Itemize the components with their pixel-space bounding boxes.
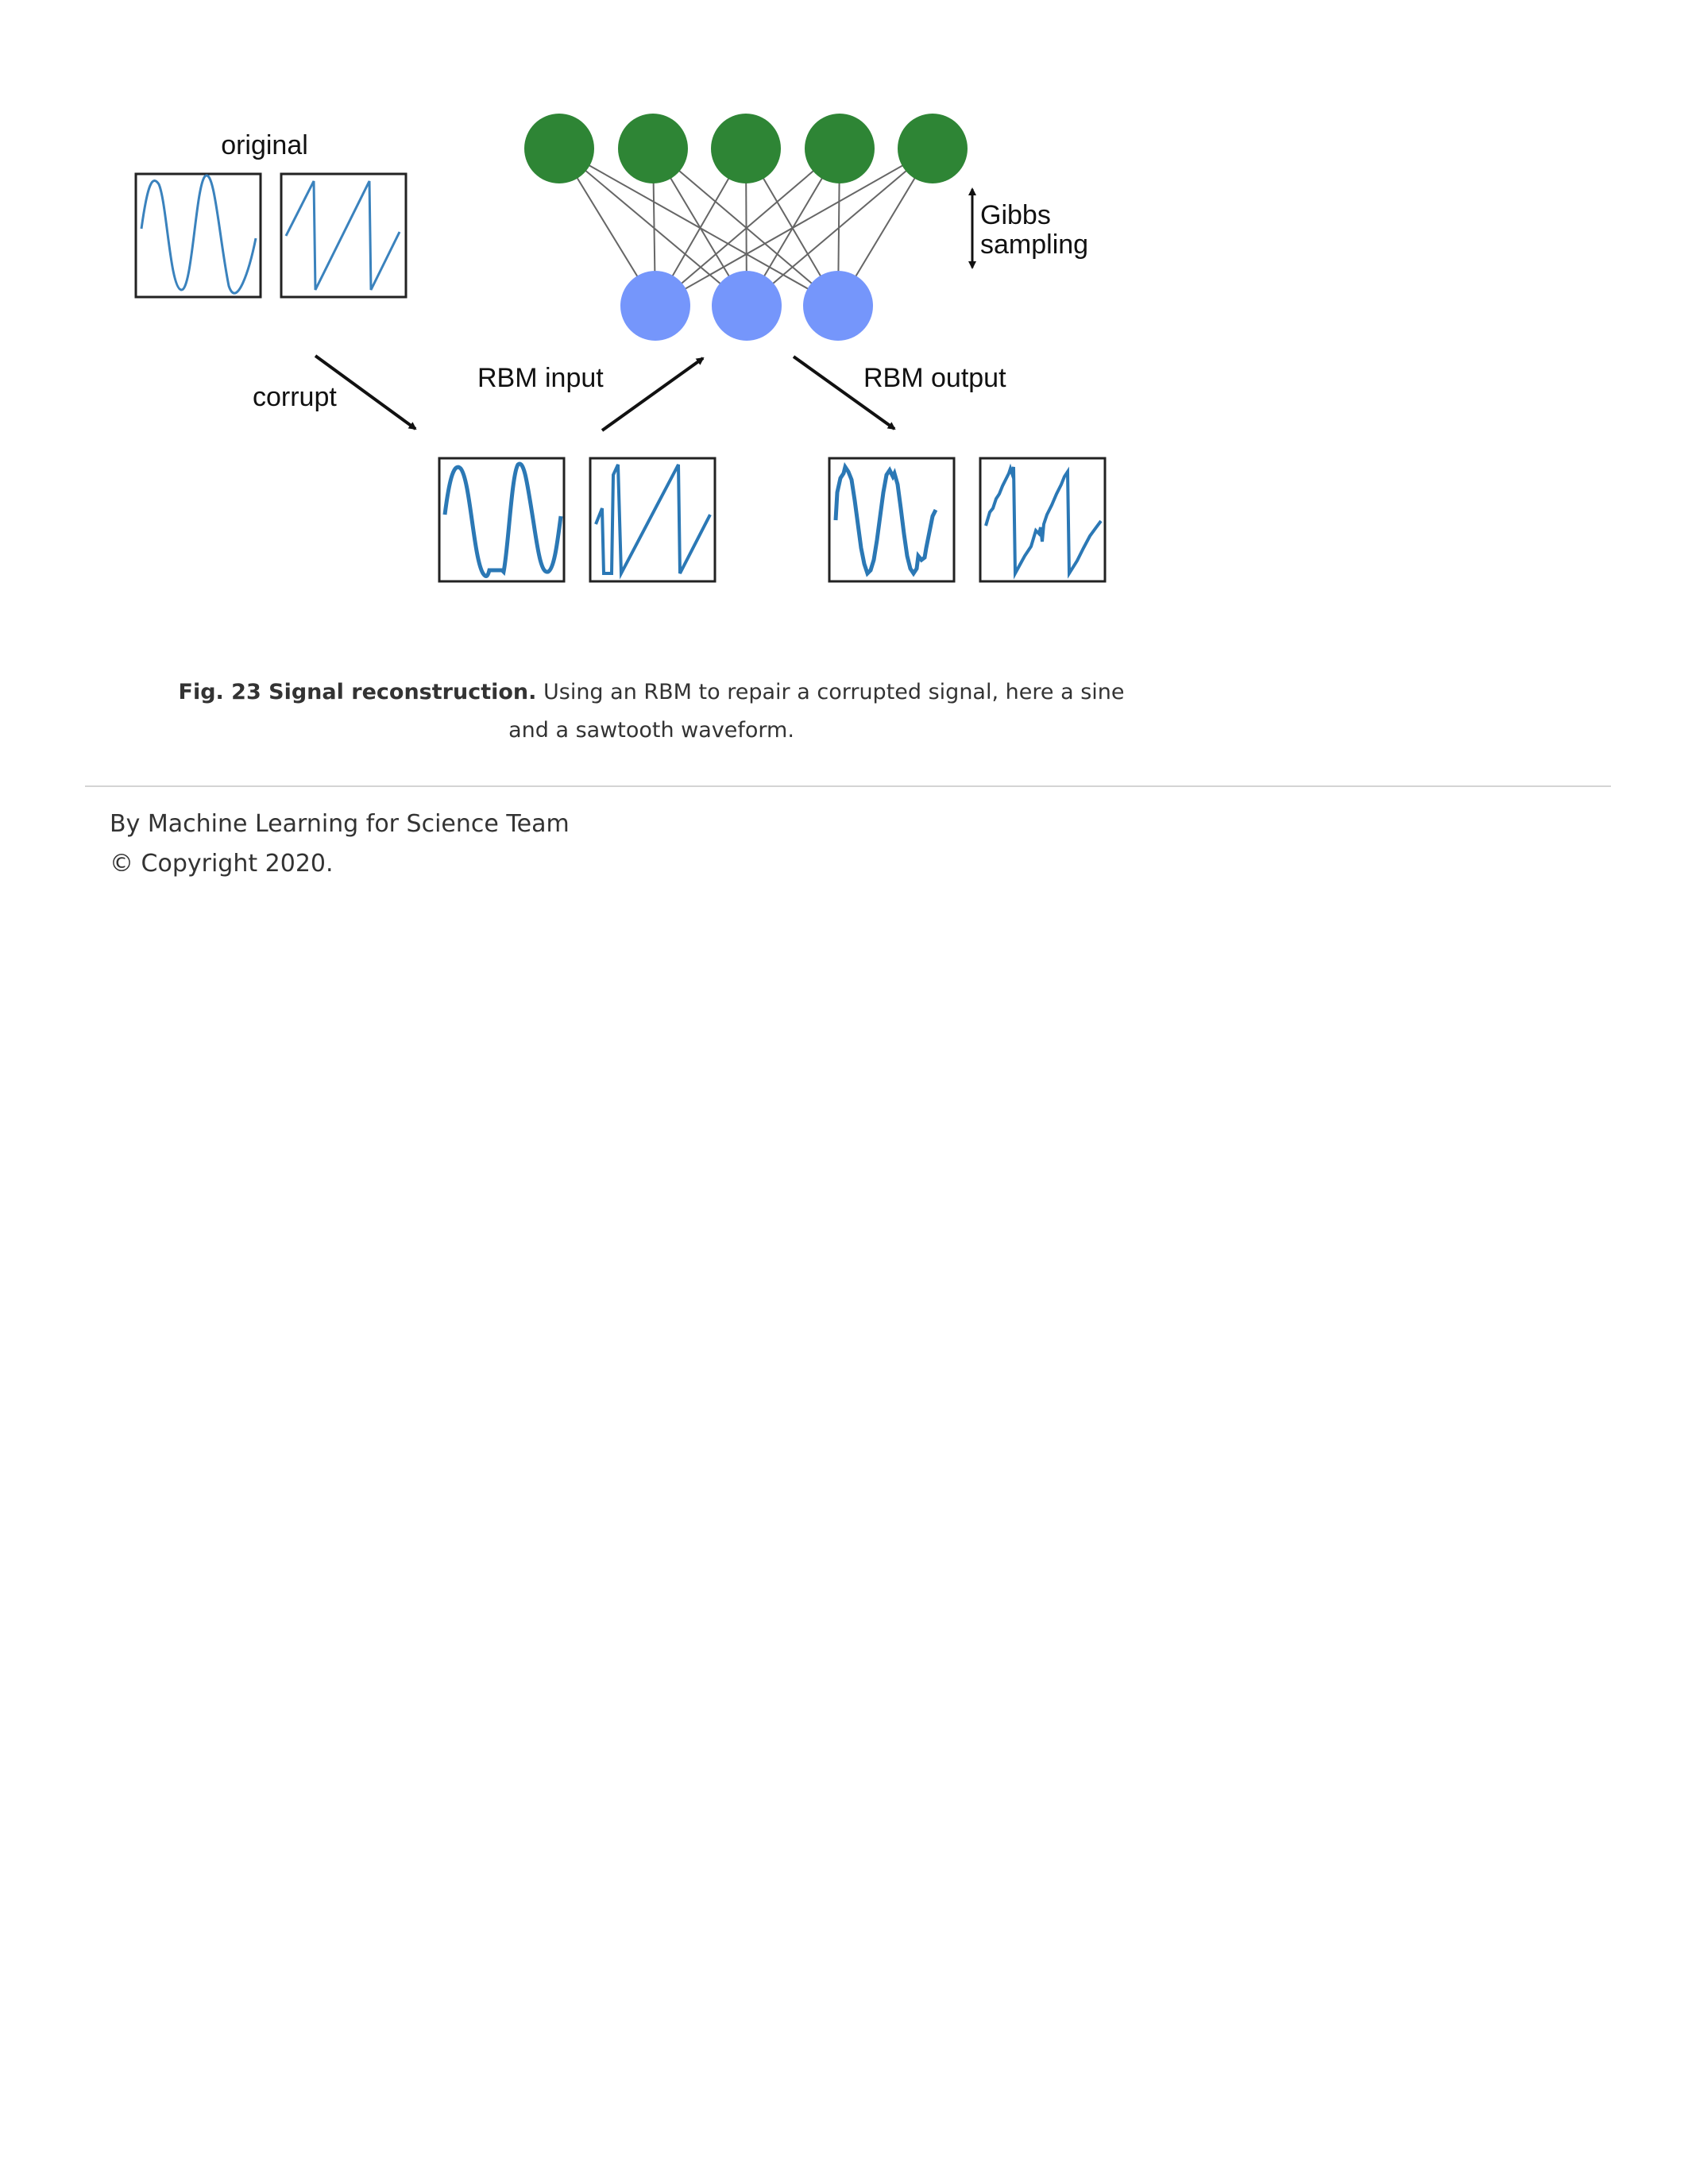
page-footer — [110, 805, 570, 884]
footer-author: By Machine Learning for Science Team — [110, 810, 570, 838]
original-sine-signal — [141, 176, 256, 293]
footer-divider — [85, 785, 1611, 787]
hidden-unit — [711, 114, 781, 183]
hidden-unit — [524, 114, 594, 183]
original-label: original — [221, 130, 308, 160]
hidden-unit — [805, 114, 875, 183]
figure-caption — [159, 673, 1144, 750]
input-sine-panel — [439, 458, 564, 581]
rbm-visible-layer — [620, 271, 873, 341]
output-sine-signal — [836, 467, 936, 573]
visible-unit — [803, 271, 873, 341]
output-sawtooth-panel — [980, 458, 1105, 581]
gibbs-label-line1: Gibbs — [980, 200, 1051, 230]
rbm-connection — [559, 149, 838, 306]
rbm-input-label: RBM input — [477, 363, 604, 393]
original-sawtooth-panel — [281, 174, 406, 297]
hidden-unit — [618, 114, 688, 183]
corrupt-label: corrupt — [253, 382, 337, 412]
visible-unit — [620, 271, 690, 341]
rbm-hidden-layer — [524, 114, 968, 183]
output-sine-panel — [829, 458, 954, 581]
footer-copyright: © Copyright 2020. — [110, 850, 334, 878]
caption-title: Fig. 23 Signal reconstruction. — [178, 680, 537, 704]
input-sawtooth-signal — [596, 465, 710, 573]
input-sine-signal — [445, 464, 561, 576]
hidden-unit — [898, 114, 968, 183]
input-sawtooth-panel — [590, 458, 715, 581]
visible-unit — [712, 271, 782, 341]
rbm-input-arrow — [602, 358, 703, 430]
caption-text: Using an RBM to repair a corrupted signal, here a sine and a sawtooth waveform. — [508, 680, 1125, 743]
rbm-output-label: RBM output — [863, 363, 1006, 393]
gibbs-label-line2: sampling — [980, 230, 1089, 260]
original-sawtooth-signal — [286, 181, 400, 290]
original-sine-panel — [136, 174, 261, 297]
rbm-connection — [655, 149, 933, 306]
output-sawtooth-signal — [986, 467, 1101, 573]
